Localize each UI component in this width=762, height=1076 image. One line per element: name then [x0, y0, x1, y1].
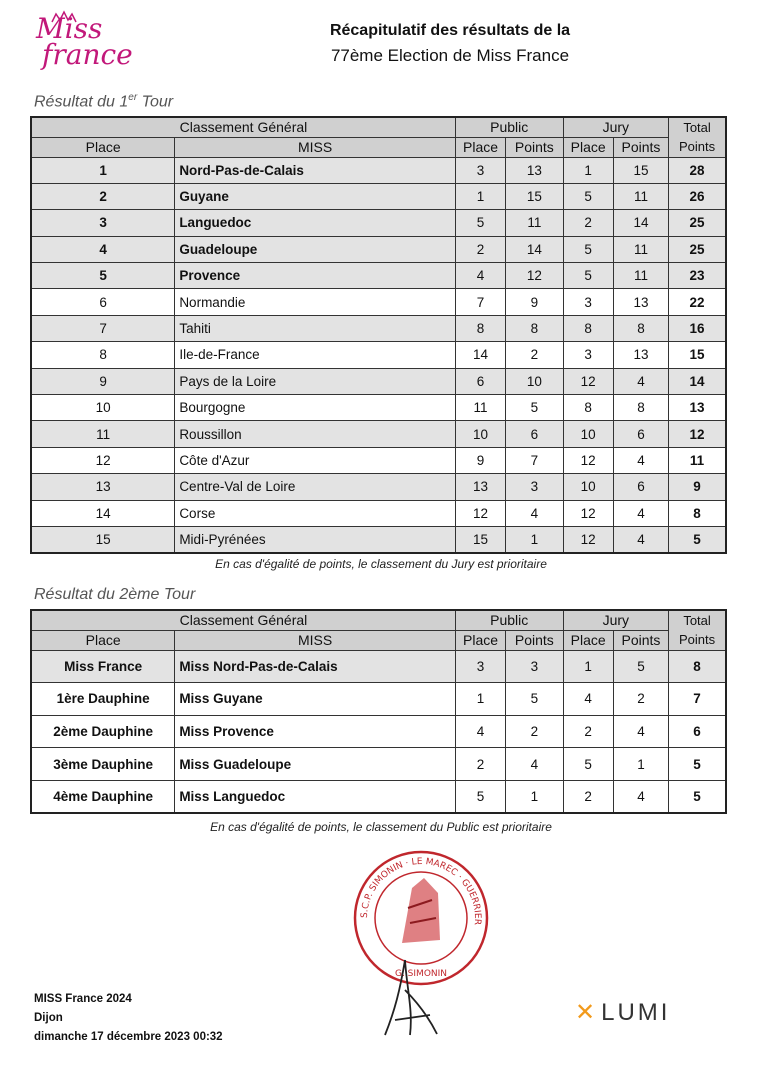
place-cell: 7: [31, 315, 175, 341]
lumi-x-icon: ✕: [575, 999, 596, 1026]
total-points-cell: 26: [669, 183, 726, 209]
jury-points-cell: 4: [613, 368, 668, 394]
round1-table: [30, 116, 727, 554]
public-place-cell: 7: [455, 289, 505, 315]
logo-text: [36, 12, 133, 71]
jury-place-cell: 8: [563, 395, 613, 421]
public-place-cell: 5: [455, 210, 505, 236]
public-points-cell: 3: [506, 650, 563, 683]
header-total-line2: Points: [678, 632, 716, 648]
public-points-cell: 4: [506, 500, 563, 526]
place-cell: 14: [31, 500, 175, 526]
total-points-cell: 14: [669, 368, 726, 394]
place-cell: Miss France: [31, 650, 175, 683]
public-place-cell: 2: [455, 748, 505, 781]
public-points-cell: 3: [506, 474, 563, 500]
header-place: Place: [31, 630, 175, 650]
place-cell: 13: [31, 474, 175, 500]
table-row: [31, 157, 726, 183]
jury-place-cell: 5: [563, 263, 613, 289]
public-points-cell: 10: [506, 368, 563, 394]
public-place-cell: 8: [455, 315, 505, 341]
public-points-cell: 2: [506, 715, 563, 748]
public-place-cell: 3: [455, 650, 505, 683]
public-points-cell: 12: [506, 263, 563, 289]
heading-line2: 77ème Election de Miss France: [330, 46, 570, 65]
logo-line1: Miss: [36, 12, 103, 45]
header-jury-place: Place: [563, 630, 613, 650]
header-total-line1: Total: [683, 120, 711, 136]
total-points-cell: 6: [669, 715, 726, 748]
header-public: Public: [455, 610, 563, 630]
public-points-cell: 8: [506, 315, 563, 341]
round1-title-suffix: Tour: [137, 93, 174, 111]
public-place-cell: 2: [455, 236, 505, 262]
miss-cell: Corse: [175, 500, 456, 526]
place-cell: 15: [31, 526, 175, 552]
public-points-cell: 1: [506, 780, 563, 813]
header-classement-general: Classement Général: [31, 610, 455, 630]
miss-cell: Guyane: [175, 183, 456, 209]
jury-place-cell: 2: [563, 210, 613, 236]
miss-cell: Roussillon: [175, 421, 456, 447]
jury-points-cell: 13: [613, 342, 668, 368]
jury-points-cell: 14: [613, 210, 668, 236]
jury-place-cell: 12: [563, 447, 613, 473]
table-row: [31, 500, 726, 526]
jury-points-cell: 8: [613, 315, 668, 341]
miss-cell: Miss Languedoc: [175, 780, 456, 813]
round2-title: Résultat du 2ème Tour: [34, 586, 196, 603]
public-points-cell: 15: [506, 183, 563, 209]
header-jury-place: Place: [563, 137, 613, 157]
jury-place-cell: 3: [563, 289, 613, 315]
round1-header-groups: [31, 117, 726, 137]
total-points-cell: 25: [669, 210, 726, 236]
place-cell: 4: [31, 236, 175, 262]
jury-place-cell: 12: [563, 368, 613, 394]
header-public-points: Points: [506, 630, 563, 650]
lumi-logo: [575, 998, 670, 1027]
total-points-cell: 12: [669, 421, 726, 447]
miss-cell: Midi-Pyrénées: [175, 526, 456, 552]
place-cell: 5: [31, 263, 175, 289]
total-points-cell: 13: [669, 395, 726, 421]
public-place-cell: 10: [455, 421, 505, 447]
public-points-cell: 2: [506, 342, 563, 368]
header-public-place: Place: [455, 137, 505, 157]
table-row: [31, 342, 726, 368]
jury-place-cell: 12: [563, 500, 613, 526]
seal-text: S.C.P. SIMONIN · LE MAREC · GUERRIER: [359, 856, 483, 926]
jury-points-cell: 4: [613, 780, 668, 813]
jury-points-cell: 11: [613, 263, 668, 289]
table-row: [31, 715, 726, 748]
jury-points-cell: 4: [613, 715, 668, 748]
jury-points-cell: 15: [613, 157, 668, 183]
public-place-cell: 3: [455, 157, 505, 183]
jury-points-cell: 5: [613, 650, 668, 683]
table-row: [31, 368, 726, 394]
total-points-cell: 8: [669, 500, 726, 526]
jury-place-cell: 5: [563, 183, 613, 209]
jury-place-cell: 4: [563, 683, 613, 716]
total-points-cell: 8: [669, 650, 726, 683]
public-place-cell: 13: [455, 474, 505, 500]
public-place-cell: 5: [455, 780, 505, 813]
public-place-cell: 15: [455, 526, 505, 552]
footer-city: Dijon: [34, 1012, 63, 1024]
miss-cell: Côte d'Azur: [175, 447, 456, 473]
public-points-cell: 7: [506, 447, 563, 473]
jury-place-cell: 5: [563, 236, 613, 262]
table-row: [31, 650, 726, 683]
public-points-cell: 13: [506, 157, 563, 183]
header-jury: Jury: [563, 610, 669, 630]
lumi-name: LUMI: [601, 999, 671, 1026]
place-cell: 9: [31, 368, 175, 394]
miss-cell: Centre-Val de Loire: [175, 474, 456, 500]
miss-cell: Ile-de-France: [175, 342, 456, 368]
jury-place-cell: 3: [563, 342, 613, 368]
miss-cell: Guadeloupe: [175, 236, 456, 262]
public-place-cell: 14: [455, 342, 505, 368]
jury-points-cell: 6: [613, 421, 668, 447]
jury-points-cell: 8: [613, 395, 668, 421]
table-row: [31, 289, 726, 315]
header-total-points: [669, 610, 726, 650]
header-total-line2: Points: [678, 139, 716, 155]
header-miss: MISS: [175, 137, 456, 157]
place-cell: 1ère Dauphine: [31, 683, 175, 716]
total-points-cell: 7: [669, 683, 726, 716]
miss-cell: Miss Nord-Pas-de-Calais: [175, 650, 456, 683]
table-row: [31, 526, 726, 552]
miss-cell: Miss Guadeloupe: [175, 748, 456, 781]
public-points-cell: 4: [506, 748, 563, 781]
header-total-points: [669, 117, 726, 157]
total-points-cell: 25: [669, 236, 726, 262]
header-public-points: Points: [506, 137, 563, 157]
public-place-cell: 9: [455, 447, 505, 473]
header-public: Public: [455, 117, 563, 137]
miss-cell: Provence: [175, 263, 456, 289]
footer-info: [34, 990, 223, 1047]
total-points-cell: 9: [669, 474, 726, 500]
table-row: [31, 236, 726, 262]
public-points-cell: 9: [506, 289, 563, 315]
heading-line1: Récapitulatif des résultats de la: [329, 22, 571, 39]
place-cell: 12: [31, 447, 175, 473]
miss-cell: Miss Provence: [175, 715, 456, 748]
table-row: [31, 395, 726, 421]
total-points-cell: 22: [669, 289, 726, 315]
round2-header-groups: [31, 610, 726, 630]
seal-name: G. SIMONIN: [394, 969, 448, 979]
place-cell: 10: [31, 395, 175, 421]
public-points-cell: 14: [506, 236, 563, 262]
round2-header-columns: [31, 630, 726, 650]
miss-cell: Miss Guyane: [175, 683, 456, 716]
total-points-cell: 11: [669, 447, 726, 473]
header-jury-points: Points: [613, 630, 668, 650]
jury-points-cell: 4: [613, 526, 668, 552]
jury-place-cell: 1: [563, 157, 613, 183]
table-row: [31, 474, 726, 500]
jury-points-cell: 4: [613, 500, 668, 526]
place-cell: 3: [31, 210, 175, 236]
header-miss: MISS: [175, 630, 456, 650]
miss-cell: Languedoc: [175, 210, 456, 236]
public-place-cell: 1: [455, 183, 505, 209]
total-points-cell: 5: [669, 780, 726, 813]
miss-cell: Pays de la Loire: [175, 368, 456, 394]
public-points-cell: 5: [506, 683, 563, 716]
jury-points-cell: 1: [613, 748, 668, 781]
round2-table: [30, 609, 727, 814]
public-place-cell: 4: [455, 263, 505, 289]
jury-place-cell: 10: [563, 421, 613, 447]
jury-place-cell: 12: [563, 526, 613, 552]
place-cell: 2: [31, 183, 175, 209]
place-cell: 8: [31, 342, 175, 368]
public-points-cell: 5: [506, 395, 563, 421]
total-points-cell: 5: [669, 748, 726, 781]
public-place-cell: 6: [455, 368, 505, 394]
jury-place-cell: 5: [563, 748, 613, 781]
place-cell: 4ème Dauphine: [31, 780, 175, 813]
jury-points-cell: 11: [613, 236, 668, 262]
jury-place-cell: 1: [563, 650, 613, 683]
table-row: [31, 421, 726, 447]
place-cell: 3ème Dauphine: [31, 748, 175, 781]
logo-line2: france: [42, 38, 133, 71]
public-points-cell: 11: [506, 210, 563, 236]
public-points-cell: 6: [506, 421, 563, 447]
document-heading: [250, 22, 650, 66]
jury-points-cell: 6: [613, 474, 668, 500]
table-row: [31, 447, 726, 473]
header-total-line1: Total: [683, 613, 711, 629]
round1-title: [34, 92, 173, 111]
header-classement-general: Classement Général: [31, 117, 455, 137]
table-row: [31, 183, 726, 209]
miss-cell: Normandie: [175, 289, 456, 315]
place-cell: 2ème Dauphine: [31, 715, 175, 748]
public-place-cell: 1: [455, 683, 505, 716]
jury-place-cell: 8: [563, 315, 613, 341]
round2-note: En cas d'égalité de points, le classement du Public est prioritaire: [210, 820, 552, 834]
header-public-place: Place: [455, 630, 505, 650]
footer-event: MISS France 2024: [34, 993, 132, 1005]
miss-cell: Bourgogne: [175, 395, 456, 421]
jury-place-cell: 2: [563, 715, 613, 748]
table-row: [31, 315, 726, 341]
place-cell: 6: [31, 289, 175, 315]
header-place: Place: [31, 137, 175, 157]
total-points-cell: 5: [669, 526, 726, 552]
jury-place-cell: 10: [563, 474, 613, 500]
round1-header-columns: [31, 137, 726, 157]
jury-points-cell: 2: [613, 683, 668, 716]
public-place-cell: 4: [455, 715, 505, 748]
miss-cell: Tahiti: [175, 315, 456, 341]
jury-place-cell: 2: [563, 780, 613, 813]
round1-note: En cas d'égalité de points, le classement du Jury est prioritaire: [215, 557, 547, 571]
jury-points-cell: 13: [613, 289, 668, 315]
table-row: [31, 780, 726, 813]
public-points-cell: 1: [506, 526, 563, 552]
header-jury-points: Points: [613, 137, 668, 157]
jury-points-cell: 11: [613, 183, 668, 209]
total-points-cell: 28: [669, 157, 726, 183]
place-cell: 11: [31, 421, 175, 447]
jury-points-cell: 4: [613, 447, 668, 473]
round1-title-sup: er: [128, 92, 138, 103]
total-points-cell: 23: [669, 263, 726, 289]
header-jury: Jury: [563, 117, 669, 137]
place-cell: 1: [31, 157, 175, 183]
table-row: [31, 210, 726, 236]
total-points-cell: 15: [669, 342, 726, 368]
handwritten-signature: [375, 950, 448, 1040]
table-row: [31, 683, 726, 716]
round1-title-prefix: Résultat du 1: [34, 93, 129, 111]
public-place-cell: 12: [455, 500, 505, 526]
table-row: [31, 263, 726, 289]
public-place-cell: 11: [455, 395, 505, 421]
miss-cell: Nord-Pas-de-Calais: [175, 157, 456, 183]
footer-datetime: dimanche 17 décembre 2023 00:32: [34, 1031, 223, 1043]
table-row: [31, 748, 726, 781]
total-points-cell: 16: [669, 315, 726, 341]
